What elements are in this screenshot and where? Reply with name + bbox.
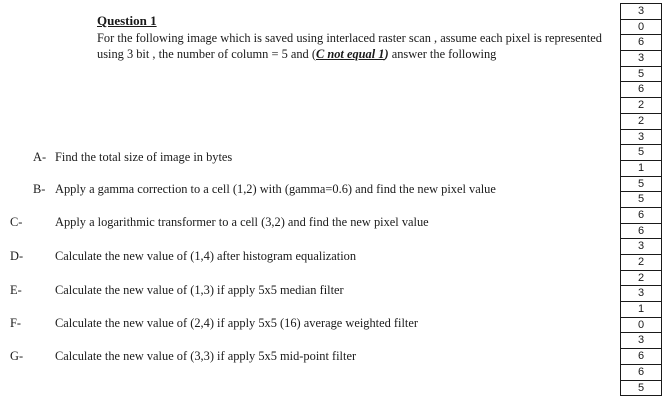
pixel-cell: 6 <box>621 35 661 51</box>
pixel-cell: 1 <box>621 302 661 318</box>
pixel-cell: 5 <box>621 145 661 161</box>
pixel-cell: 3 <box>621 239 661 255</box>
item-letter: E- <box>10 283 22 297</box>
pixel-cell: 5 <box>621 177 661 193</box>
item-text: Apply a gamma correction to a cell (1,2) with (gamma=0.6) and find the new pixel value <box>55 182 496 196</box>
condition-close: ) <box>384 46 389 61</box>
pixel-cell: 2 <box>621 271 661 287</box>
pixel-cell: 0 <box>621 318 661 334</box>
item-text: Calculate the new value of (3,3) if apply 5x5 mid-point filter <box>55 349 357 363</box>
item-text: Find the total size of image in bytes <box>55 150 233 164</box>
pixel-cell: 3 <box>621 4 661 20</box>
pixel-cell: 6 <box>621 82 661 98</box>
pixel-cell: 3 <box>621 286 661 302</box>
item-letter: C- <box>10 215 23 229</box>
item-text: Calculate the new value of (2,4) if apply 5x5 (16) average weighted filter <box>55 316 418 330</box>
pixel-cell: 5 <box>621 67 661 83</box>
pixel-cell: 2 <box>621 114 661 130</box>
pixel-cell: 2 <box>621 255 661 271</box>
item-letter: F- <box>10 316 22 330</box>
pixel-cell: 3 <box>621 51 661 67</box>
item-letter: G- <box>10 349 24 363</box>
pixel-cell: 3 <box>621 130 661 146</box>
intro-text: For the following image which is saved using interlaced raster scan , assume each pixel is represented using 3 bit , the number of column = 5 and ( <box>97 31 602 61</box>
item-text: Calculate the new value of (1,3) if apply 5x5 median filter <box>55 283 344 297</box>
pixel-cell: 5 <box>621 381 661 397</box>
pixel-cell: 6 <box>621 224 661 240</box>
item-letter: A- <box>33 150 47 164</box>
pixel-cell: 6 <box>621 365 661 381</box>
pixel-cell: 2 <box>621 98 661 114</box>
question-intro <box>97 31 602 62</box>
pixel-cell: 3 <box>621 333 661 349</box>
item-letter: B- <box>33 182 46 196</box>
emphasis-condition <box>316 47 389 61</box>
pixel-cell: 0 <box>621 20 661 36</box>
pixel-values-column <box>620 3 662 396</box>
item-letter: D- <box>10 249 24 263</box>
pixel-cell: 6 <box>621 349 661 365</box>
item-text: Calculate the new value of (1,4) after histogram equalization <box>55 249 357 263</box>
pixel-cell: 1 <box>621 161 661 177</box>
question-title: Question 1 <box>97 13 157 28</box>
pixel-cell: 5 <box>621 192 661 208</box>
pixel-cell: 6 <box>621 208 661 224</box>
intro-text-end: answer the following <box>388 46 497 61</box>
item-text: Apply a logarithmic transformer to a cell (3,2) and find the new pixel value <box>55 215 429 229</box>
condition-text: C not equal 1 <box>315 46 385 61</box>
